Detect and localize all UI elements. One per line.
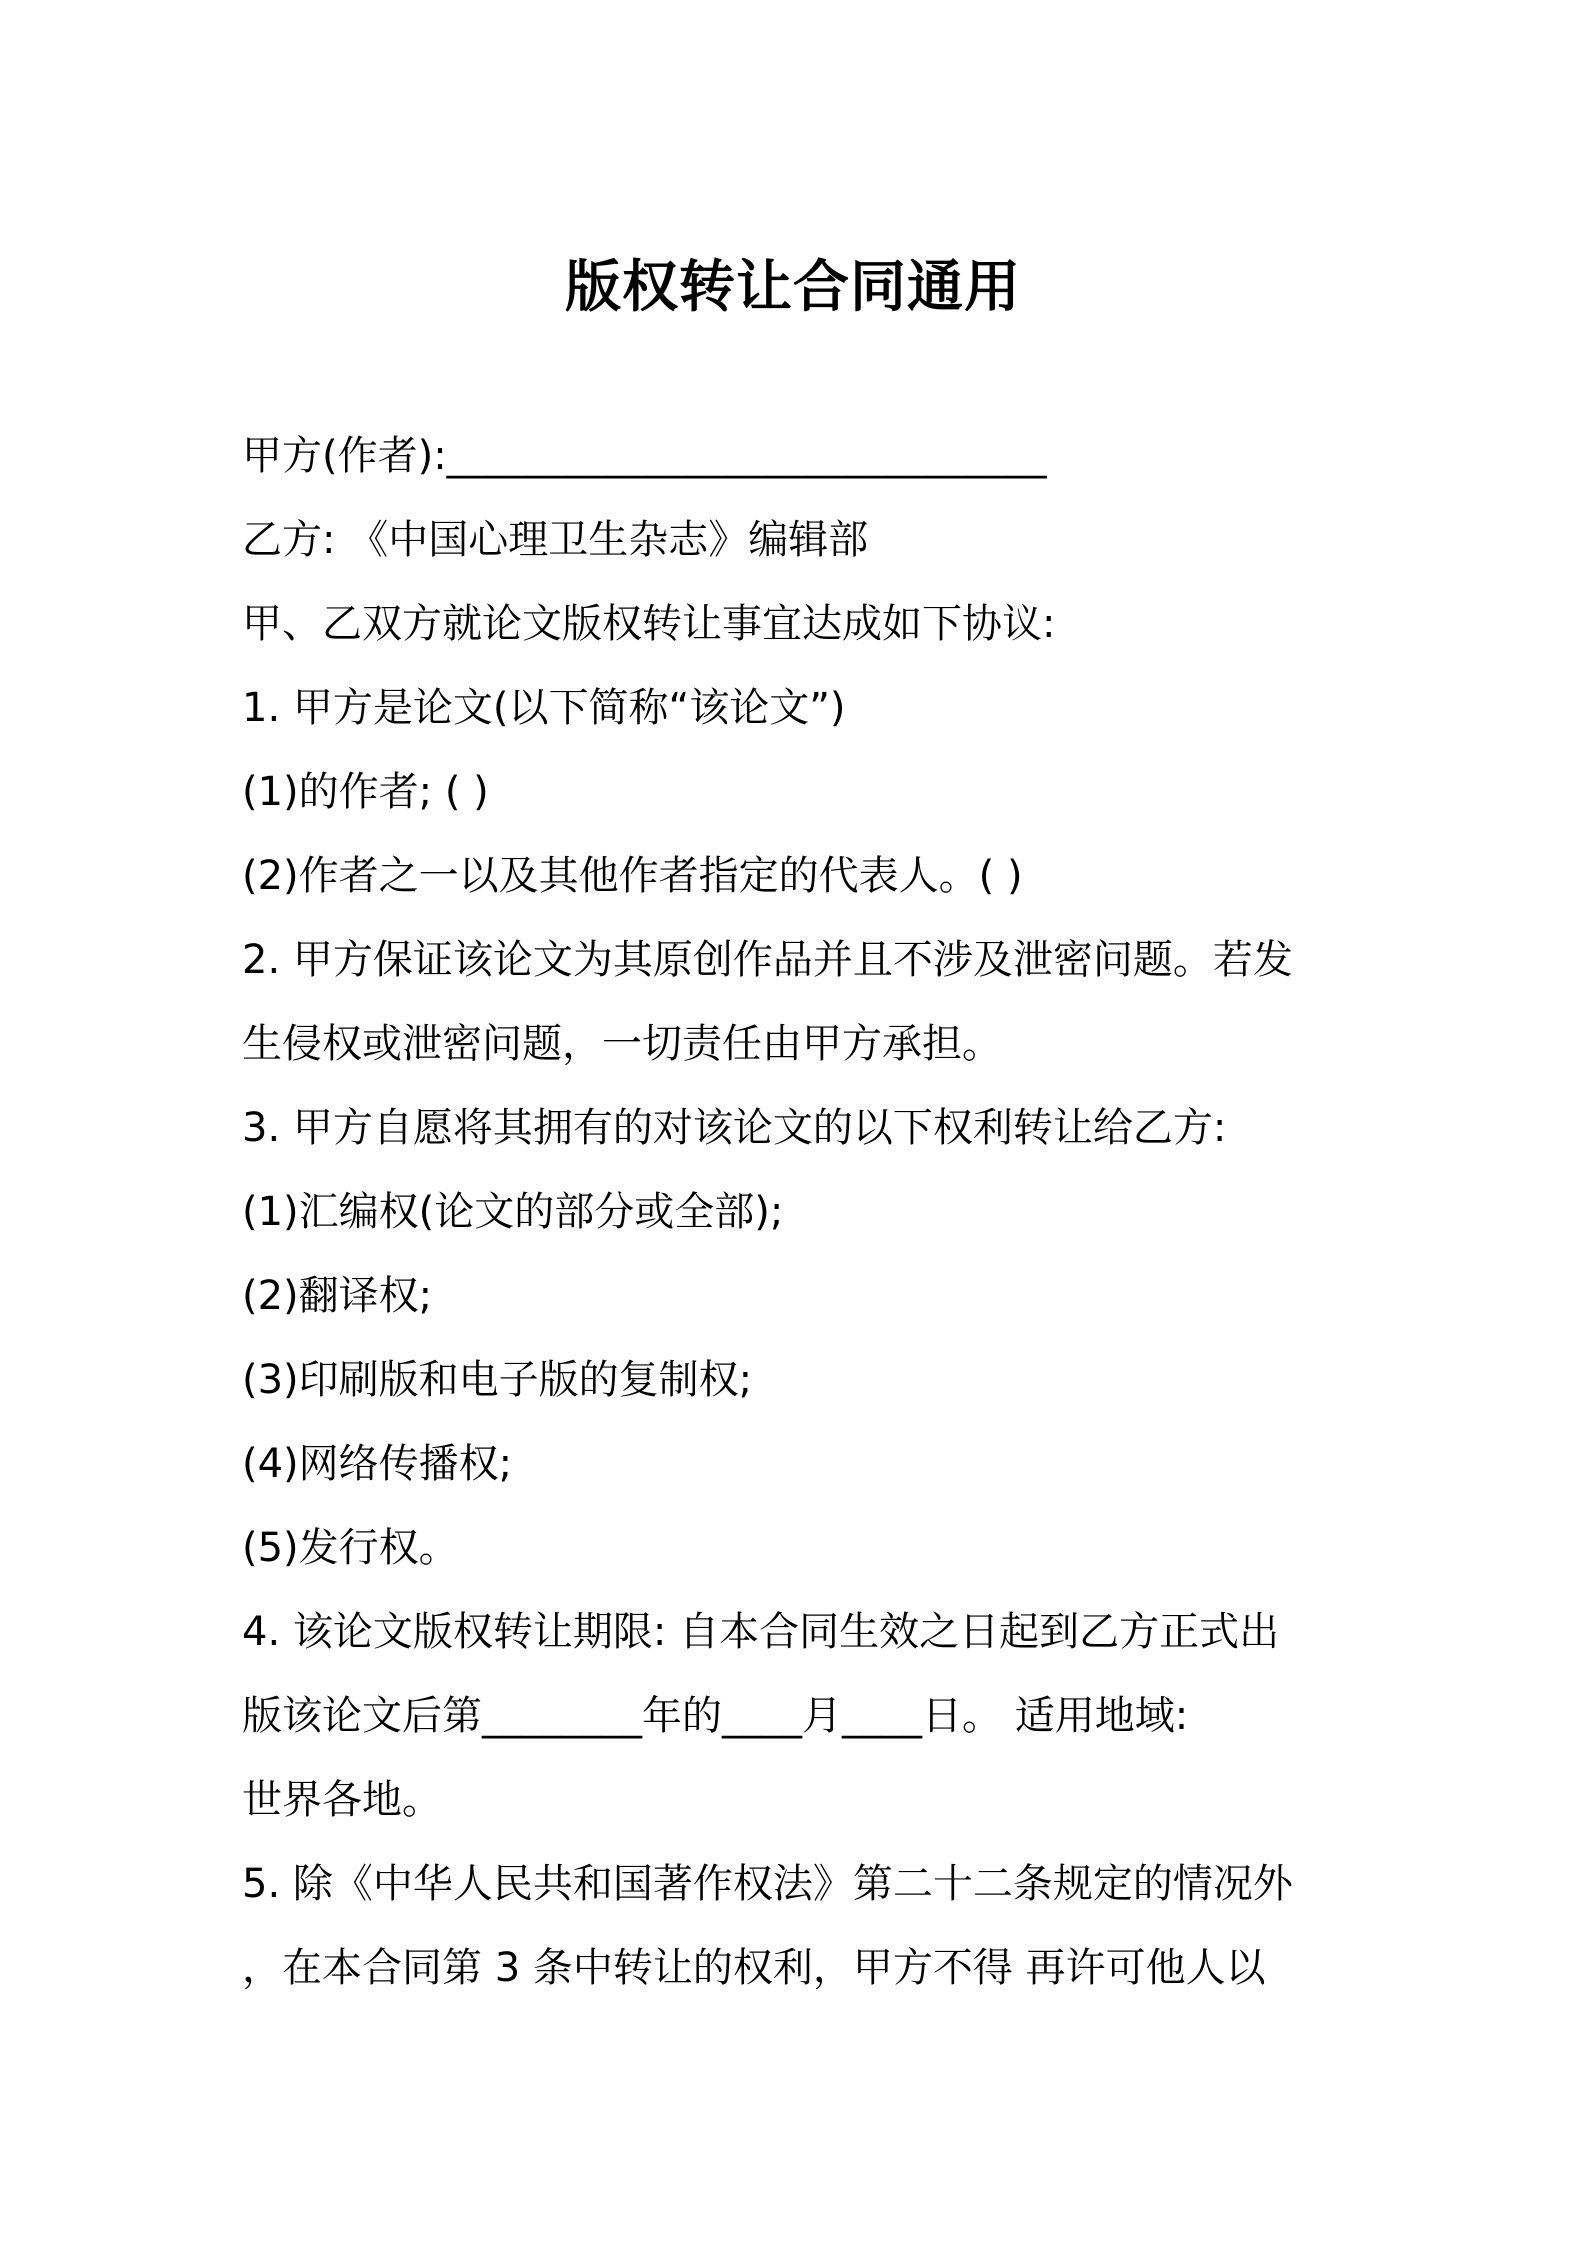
clause-3-right-3: (3)印刷版和电子版的复制权; <box>242 1357 753 1403</box>
clause-4-line-2: 版该论文后第________年的____月____日。 适用地域: <box>242 1693 1189 1739</box>
clause-1-option-1: (1)的作者; ( ) <box>242 769 489 815</box>
clause-5-line-1: 5. 除《中华人民共和国著作权法》第二十二条规定的情况外 <box>242 1861 1293 1907</box>
clause-1: 1. 甲方是论文(以下简称“该论文”) <box>242 685 846 731</box>
clause-3: 3. 甲方自愿将其拥有的对该论文的以下权利转让给乙方: <box>242 1105 1227 1151</box>
clause-5-line-2: ，在本合同第 3 条中转让的权利，甲方不得 再许可他人以 <box>242 1945 1266 1991</box>
clause-1-option-2: (2)作者之一以及其他作者指定的代表人。( ) <box>242 853 1023 899</box>
clause-2-line-1: 2. 甲方保证该论文为其原创作品并且不涉及泄密问题。若发 <box>242 937 1293 983</box>
document-title: 版权转让合同通用 <box>565 255 1021 320</box>
clause-3-right-1: (1)汇编权(论文的部分或全部); <box>242 1189 784 1235</box>
clause-4-line-3: 世界各地。 <box>242 1777 442 1823</box>
party-b-line: 乙方: 《中国心理卫生杂志》编辑部 <box>242 517 869 563</box>
agreement-intro: 甲、乙双方就论文版权转让事宜达成如下协议: <box>242 601 1056 647</box>
clause-3-right-4: (4)网络传播权; <box>242 1441 513 1487</box>
clause-2-line-2: 生侵权或泄密问题，一切责任由甲方承担。 <box>242 1021 1002 1067</box>
clause-4-line-1: 4. 该论文版权转让期限: 自本合同生效之日起到乙方正式出 <box>242 1609 1280 1655</box>
clause-3-right-5: (5)发行权。 <box>242 1525 459 1571</box>
party-a-line: 甲方(作者):______________________________ <box>242 433 1047 479</box>
clause-3-right-2: (2)翻译权; <box>242 1273 433 1319</box>
document-body <box>242 414 1352 2010</box>
